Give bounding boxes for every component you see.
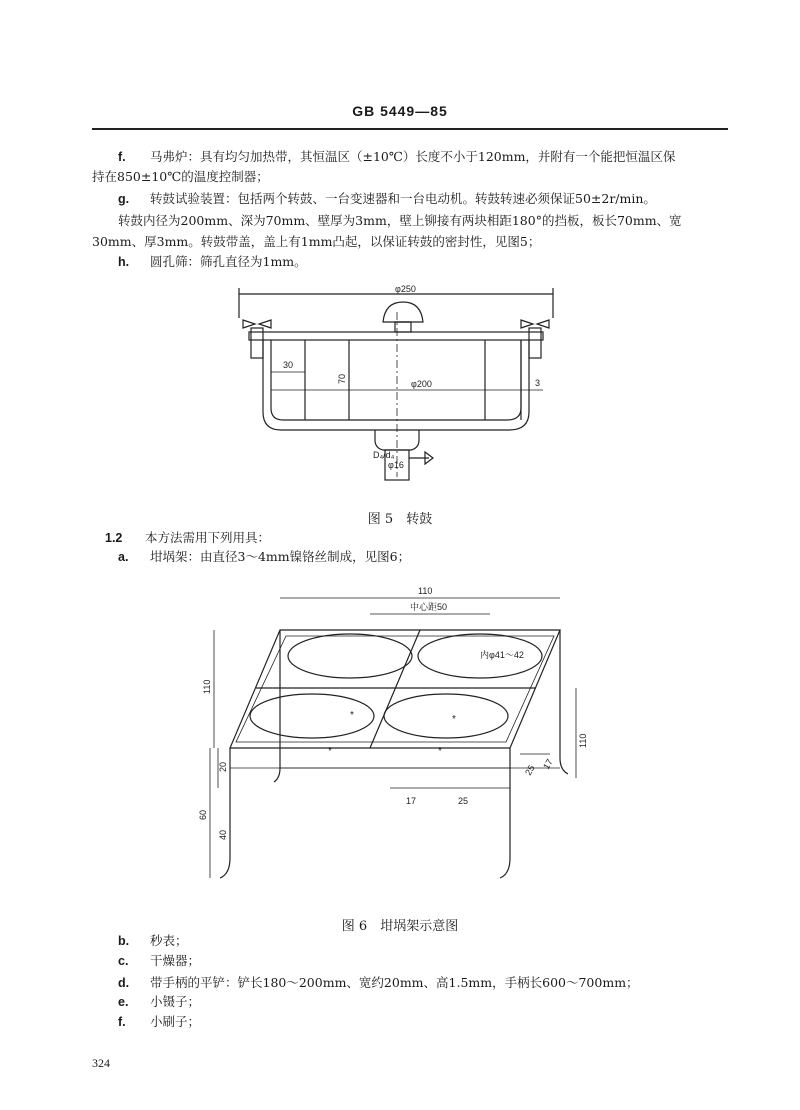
dim-inner-hole: 内φ41～42 [480,650,524,660]
item-label: e. [118,995,129,1009]
item-c [118,950,200,972]
dim-height-total: 60 [198,809,208,820]
paragraph-f-line1 [118,146,675,168]
dim-depth-right: 110 [578,733,588,748]
dim-depth: 70 [337,373,347,384]
paragraph-label: f. [118,150,126,164]
figure6-caption: 图 6 坩埚架示意图 [341,919,459,934]
item-a [118,546,410,568]
item-text: 小刷子； [150,1014,201,1029]
paragraph-g-line3: 30mm、厚3mm。转鼓带盖，盖上有1mm凸起，以保证转鼓的密封性，见图5； [92,234,541,249]
label-d: D₄/d₄ [373,450,395,460]
figure5-drum-drawing [225,272,565,487]
dim-center: 中心距50 [410,602,448,612]
figure6-rack-drawing [190,578,610,898]
dim-bottom-25-left: 25 [458,796,469,806]
item-label: c. [118,954,129,968]
dim-inner: φ200 [411,379,432,389]
paragraph-g-line2: 转鼓内径为200mm、深为70mm、壁厚为3mm，壁上铆接有两块相距180°的挡板，板长70mm、宽 [118,213,682,228]
dim-height-lower: 40 [218,829,228,840]
item-label: b. [118,934,130,948]
item-f [118,1011,200,1033]
paragraph-h [118,251,307,273]
item-e [118,991,200,1013]
center-mark: * [350,710,354,721]
section-number: 1.2 [105,531,123,545]
standard-code: GB 5449—85 [352,103,448,119]
dim-bottom-17-left: 17 [406,796,417,806]
paragraph-f-line2: 持在850±10℃的温度控制器； [92,169,269,184]
item-label: f. [118,1015,126,1029]
item-b [118,930,188,952]
item-label: d. [118,976,130,990]
center-mark: * [452,714,456,725]
dim-height-upper: 20 [218,761,228,772]
section-text: 本方法需用下列用具： [145,530,271,545]
figure5-caption: 图 5 转鼓 [367,512,433,527]
dim-lid: φ250 [395,284,416,294]
dim-shaft: φ16 [388,460,404,470]
dim-depth-left: 110 [202,679,212,694]
item-text: 秒表； [150,933,188,948]
paragraph-text: 圆孔筛：筛孔直径为1mm。 [150,254,307,269]
paragraph-label: g. [118,192,130,206]
dim-baffle: 30 [283,360,294,370]
header-rule [92,128,728,130]
dim-bottom-17-right: 17 [541,757,555,771]
paragraph-text: 转鼓试验装置：包括两个转鼓、一台变速器和一台电动机。转鼓转速必须保证50±2r/min。 [150,191,656,206]
paragraph-g-line1 [118,188,656,210]
dim-wall: 3 [535,378,541,388]
center-mark: * [328,746,332,757]
item-text: 小镊子； [150,994,201,1009]
paragraph-label: h. [118,255,130,269]
paragraph-text: 马弗炉：具有均匀加热带，其恒温区（±10℃）长度不小于120mm，并附有一个能把恒温区保 [150,149,676,164]
item-label: a. [118,550,129,564]
item-text: 带手柄的平铲：铲长180～200mm、宽约20mm、高1.5mm，手柄长600～700mm； [150,975,639,990]
item-text: 坩埚架：由直径3～4mm镍铬丝制成，见图6； [150,549,411,564]
dim-width-top: 110 [418,586,433,596]
dim-bottom-25-right: 25 [523,763,537,777]
item-text: 干燥器； [150,953,201,968]
center-mark: * [438,746,442,757]
page-number: 324 [92,1056,110,1070]
